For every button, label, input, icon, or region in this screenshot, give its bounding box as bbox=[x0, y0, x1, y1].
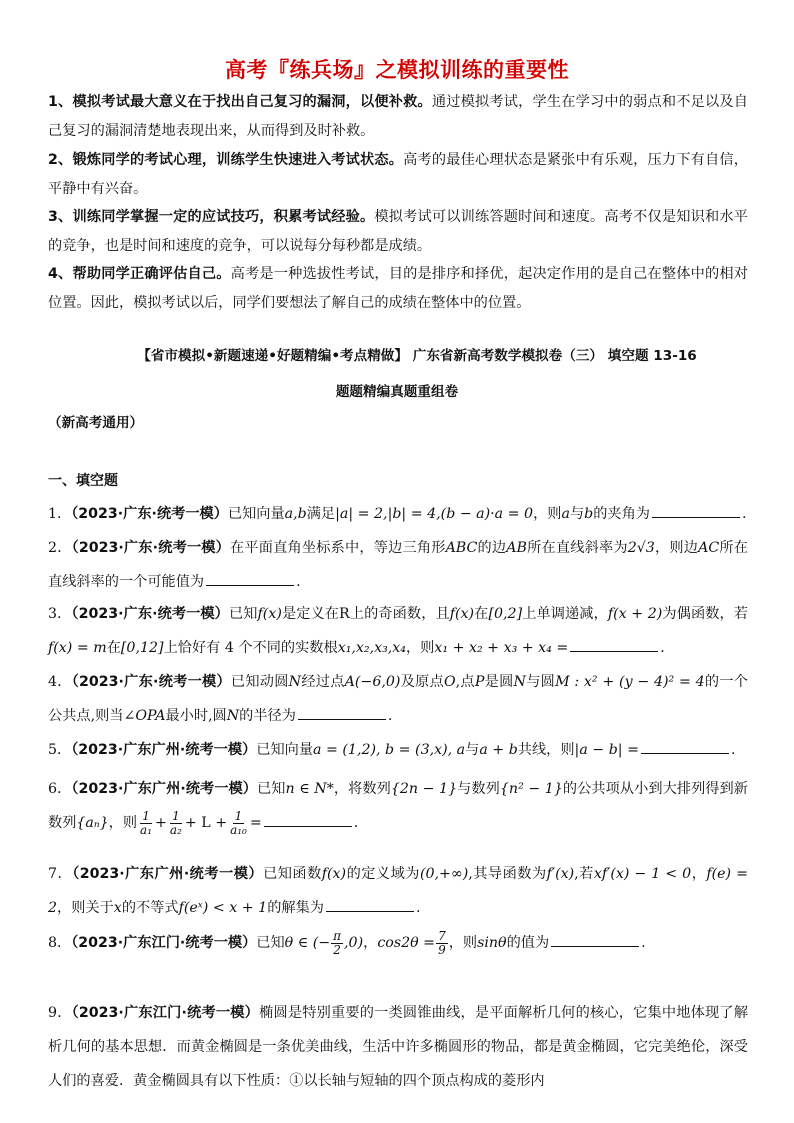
question-text: 在 bbox=[106, 640, 121, 656]
math-expr: x bbox=[113, 900, 122, 916]
question-text: ，则关于 bbox=[57, 900, 114, 916]
question-number: 7． bbox=[48, 866, 73, 882]
intro-item-4 bbox=[48, 260, 748, 318]
intro-item-2-heading: 2、锻炼同学的考试心理，训练学生快速进入考试状态。 bbox=[48, 152, 404, 168]
intro-item-4-heading: 4、帮助同学正确评估自己。 bbox=[48, 266, 231, 282]
question-8: 8．（2023·广东江门·统考一模）已知θ ∈ (− $\frac{\pi}{2}$ ,0)，cos2θ = $\frac{7}{9}$ ，则sinθ的值为 . bbox=[48, 928, 646, 957]
question-text: 的半径为 bbox=[239, 708, 296, 724]
question-source: （2023·广东·统考一模） bbox=[71, 674, 231, 690]
question-text: 的一个公共点,则当 bbox=[48, 674, 748, 724]
math-expr: P bbox=[474, 674, 485, 690]
answer-blank[interactable] bbox=[551, 932, 639, 947]
question-source: （2023·广东广州·统考一模） bbox=[72, 866, 264, 882]
question-text: 上单调递减， bbox=[522, 606, 608, 622]
question-text: 在平面直角坐标系中，等边三角形 bbox=[230, 540, 446, 556]
question-text: ，则边 bbox=[654, 540, 699, 556]
question-5: 5．（2023·广东广州·统考一模）已知向量a = (1,2), b = (3,x), a与a + b共线，则|a − b| = . bbox=[48, 733, 748, 767]
question-number: 8． bbox=[48, 935, 72, 951]
question-number: 1． bbox=[48, 506, 72, 522]
math-expr: a = (1,2), b = (3,x), a bbox=[313, 742, 466, 758]
fraction-denominator: 9 bbox=[438, 942, 446, 957]
question-text: 与数列 bbox=[457, 781, 500, 797]
fraction-numerator: π bbox=[333, 928, 342, 943]
question-text: 与 bbox=[569, 506, 585, 522]
question-7: 7．（2023·广东广州·统考一模）已知函数f(x)的定义域为(0,+∞),其导函数为f′(x),若xf′(x) − 1 < 0，f(e) = 2，则关于x的不等式f(eˣ) < x + 1的解集为 . bbox=[48, 866, 748, 916]
question-text: 的定义域为 bbox=[346, 866, 420, 882]
question-text: 椭圆是特别重要的一类圆锥曲线，是平面解析几何的核心，它集中地体现了解析几何的基本思想．而黄金椭圆是一条优美曲线，生活中许多椭圆形的物品，都是黄金椭圆，它完美绝伦，深受人们的喜爱．黄金椭圆具有以下性质：①以长轴与短轴的四个顶点构成的菱形内 bbox=[48, 1005, 749, 1089]
question-source: （2023·广东广州·统考一模） bbox=[71, 742, 257, 758]
question-text: ， bbox=[363, 935, 378, 951]
question-source: （2023·广东广州·统考一模） bbox=[71, 781, 258, 797]
question-text: 的解集为 bbox=[267, 900, 324, 916]
question-text: 已知 bbox=[256, 935, 285, 951]
question-number: 4． bbox=[48, 674, 72, 690]
question-text: 的边 bbox=[477, 540, 507, 556]
math-expr: a,b bbox=[284, 506, 307, 522]
fraction-denominator: a₁ bbox=[140, 822, 153, 837]
question-number: 6． bbox=[48, 781, 72, 797]
question-text: 的夹角为 bbox=[593, 506, 650, 522]
question-2: 2．（2023·广东·统考一模）在平面直角坐标系中，等边三角形ABC的边AB所在直线斜率为2√3，则边AC所在直线斜率的一个可能值为 . bbox=[48, 540, 748, 590]
question-text: 共线，则 bbox=[517, 742, 575, 758]
math-operator: + bbox=[155, 815, 167, 831]
math-expr: N bbox=[513, 674, 526, 690]
math-operator: + L + bbox=[184, 815, 228, 831]
question-text: 已知 bbox=[257, 781, 286, 797]
math-expr: b bbox=[584, 506, 594, 522]
exam-banner-line-2: 题题精编真题重组卷 bbox=[335, 384, 459, 400]
question-text: 所在直线斜率为 bbox=[526, 540, 628, 556]
math-expr: f(e) = 2 bbox=[48, 866, 748, 916]
math-expr: xf′(x) − 1 < 0 bbox=[593, 866, 692, 882]
question-text: 在 bbox=[474, 606, 489, 622]
question-text: 的公共项从小到大排列得到新数列 bbox=[48, 781, 748, 831]
question-source: （2023·广东·统考一模） bbox=[71, 606, 229, 622]
math-expr: f(x + 2) bbox=[607, 606, 663, 622]
math-expr: f′(x) bbox=[546, 866, 575, 882]
question-9 bbox=[48, 996, 748, 1098]
math-expr: 2√3 bbox=[627, 540, 655, 556]
question-text: 的值为 bbox=[506, 935, 550, 951]
fraction-denominator: a₂ bbox=[169, 822, 182, 837]
intro-item-4-text: 高考是一种选拔性考试，目的是排序和择优，起决定作用的是自己在整体中的相对位置。因此，模拟考试以后，同学们要想法了解自己的成绩在整体中的位置。 bbox=[48, 266, 748, 311]
question-number: 9． bbox=[48, 1005, 72, 1021]
question-text: 已知向量 bbox=[227, 506, 285, 522]
question-text: ， bbox=[691, 866, 707, 882]
answer-blank[interactable] bbox=[652, 503, 740, 518]
math-expr: ABC bbox=[445, 540, 478, 556]
question-text: 满足 bbox=[306, 506, 336, 522]
math-expr: AC bbox=[698, 540, 720, 556]
exam-banner-line-1: 【省市模拟•新题速递•好题精编•考点精做】 广东省新高考数学模拟卷（三） 填空题 13-16 bbox=[137, 348, 697, 364]
question-source: （2023·广东江门·统考一模） bbox=[71, 1005, 260, 1021]
question-text: ，将数列 bbox=[333, 781, 391, 797]
intro-item-1-text: 通过模拟考试，学生在学习中的弱点和不足以及自己复习的漏洞清楚地表现出来，从而得到及时补救。 bbox=[48, 94, 748, 139]
math-expr: f(x) = m bbox=[48, 640, 107, 656]
math-expr: M : x² + (y − 4)² = 4 bbox=[555, 674, 705, 690]
fraction bbox=[228, 810, 249, 837]
math-expr: {n² − 1} bbox=[499, 781, 563, 797]
answer-blank[interactable] bbox=[570, 637, 658, 652]
fraction-denominator: 2 bbox=[333, 942, 341, 957]
math-expr: ∠OPA bbox=[123, 708, 166, 724]
fraction-denominator: a₁₀ bbox=[230, 822, 247, 837]
math-expr: N bbox=[288, 674, 302, 690]
math-expr: cos2θ = bbox=[377, 935, 436, 951]
intro-item-3-heading: 3、训练同学掌握一定的应试技巧，积累考试经验。 bbox=[48, 209, 375, 225]
fraction-numerator: 1 bbox=[142, 808, 150, 823]
intro-item-2 bbox=[48, 146, 748, 204]
question-text: 与 bbox=[465, 742, 480, 758]
fraction-numerator: 7 bbox=[438, 928, 446, 943]
math-expr: a + b bbox=[479, 742, 518, 758]
math-expr: [0,2] bbox=[488, 606, 523, 622]
intro-item-2-text: 高考的最佳心理状态是紧张中有乐观，压力下有自信，平静中有兴奋。 bbox=[48, 152, 748, 197]
math-operator: = bbox=[249, 815, 262, 831]
question-text: ，则 bbox=[448, 935, 478, 951]
question-text: ,点 bbox=[455, 674, 475, 690]
fraction bbox=[331, 930, 343, 957]
fraction-numerator: 1 bbox=[172, 808, 180, 823]
math-expr: AB bbox=[506, 540, 527, 556]
question-text: ，则 bbox=[108, 815, 138, 831]
section-heading: 一、填空题 bbox=[48, 473, 118, 489]
question-text: 与圆 bbox=[525, 674, 556, 690]
math-expr: ,0) bbox=[344, 935, 364, 951]
question-text: 的不等式 bbox=[121, 900, 179, 916]
math-expr: O bbox=[444, 674, 456, 690]
fraction-numerator: 1 bbox=[234, 808, 243, 823]
math-expr: {aₙ} bbox=[76, 815, 109, 831]
math-expr: θ ∈ (− bbox=[284, 935, 331, 951]
question-4: 4．（2023·广东·统考一模）已知动圆N经过点A(−6,0)及原点O,点P是圆N与圆M : x² + (y − 4)² = 4的一个公共点,则当∠OPA最小时,圆N的半径为 . bbox=[48, 674, 748, 724]
math-expr: N bbox=[226, 708, 240, 724]
question-text: 是定义在R上的奇函数，且 bbox=[281, 606, 450, 622]
question-text: 及原点 bbox=[400, 674, 445, 690]
intro-item-1-heading: 1、模拟考试最大意义在于找出自己复习的漏洞，以便补救。 bbox=[48, 94, 432, 110]
math-expr: x₁ + x₂ + x₃ + x₄ = bbox=[434, 640, 569, 656]
intro-item-3-text: 模拟考试可以训练答题时间和速度。高考不仅是知识和水平的竞争，也是时间和速度的竞争，可以说每分每秒都是成绩。 bbox=[48, 209, 748, 254]
question-source: （2023·广东·统考一模） bbox=[71, 506, 228, 522]
math-expr: x₁,x₂,x₃,x₄ bbox=[337, 640, 406, 656]
page-title: 高考『练兵场』之模拟训练的重要性 bbox=[225, 58, 569, 82]
question-text: ，则 bbox=[533, 506, 562, 522]
math-expr: |a − b| = bbox=[574, 742, 639, 758]
question-3: 3．（2023·广东·统考一模）已知f(x)是定义在R上的奇函数，且f(x)在[0,2]上单调递减，f(x + 2)为偶函数，若f(x) = m在[0,12]上恰好有 4 个不同的实数根x₁,x₂,x₃,x₄，则x₁ + x₂ + x₃ + x₄ = . bbox=[48, 606, 748, 656]
question-text: 已知函数 bbox=[263, 866, 322, 882]
question-text: 已知 bbox=[228, 606, 258, 622]
question-1: 1．（2023·广东·统考一模）已知向量a,b满足|a| = 2,|b| = 4,(b − a)·a = 0，则a与b的夹角为 . bbox=[48, 497, 748, 531]
question-source: （2023·广东江门·统考一模） bbox=[71, 935, 257, 951]
intro-item-3 bbox=[48, 203, 748, 261]
answer-blank[interactable] bbox=[206, 571, 294, 586]
math-expr: f(eˣ) < x + 1 bbox=[178, 900, 268, 916]
answer-blank[interactable] bbox=[641, 739, 729, 754]
math-expr: {2n − 1} bbox=[390, 781, 458, 797]
question-number: 3． bbox=[48, 606, 72, 622]
question-text: ，则 bbox=[405, 640, 435, 656]
question-source: （2023·广东·统考一模） bbox=[71, 540, 231, 556]
question-text: 经过点 bbox=[301, 674, 345, 690]
question-text: ,其导函数为 bbox=[468, 866, 547, 882]
answer-blank[interactable] bbox=[264, 812, 352, 827]
math-expr: |a| = 2,|b| = 4,(b − a)·a = 0 bbox=[335, 506, 534, 522]
question-6: 6．（2023·广东广州·统考一模）已知n ∈ N*，将数列{2n − 1}与数列{n² − 1}的公共项从小到大排列得到新数列{aₙ}，则 $\frac{1}{\text{a₁}}$ + $\frac{1}{\text{a₂}}$ + L + $\frac{1}{\text{a₁₀}}$ = . bbox=[48, 781, 748, 837]
math-expr: f(x) bbox=[257, 606, 282, 622]
fraction bbox=[436, 930, 448, 957]
exam-subtag: （新高考通用） bbox=[48, 415, 144, 431]
question-text: 已知向量 bbox=[256, 742, 314, 758]
question-number: 2． bbox=[48, 540, 72, 556]
question-text: 已知动圆 bbox=[230, 674, 289, 690]
math-expr: [0,12] bbox=[120, 640, 164, 656]
math-expr: a bbox=[561, 506, 570, 522]
math-expr: n ∈ N* bbox=[285, 781, 334, 797]
math-expr: sinθ bbox=[477, 935, 507, 951]
math-expr: (0,+∞) bbox=[419, 866, 469, 882]
answer-blank[interactable] bbox=[326, 897, 414, 912]
question-text: 是圆 bbox=[484, 674, 514, 690]
question-number: 5． bbox=[48, 742, 72, 758]
math-expr: f(x) bbox=[321, 866, 347, 882]
math-expr: f(x) bbox=[449, 606, 475, 622]
fraction bbox=[168, 810, 184, 837]
answer-blank[interactable] bbox=[298, 705, 386, 720]
question-text: 为偶函数，若 bbox=[662, 606, 748, 622]
question-text: 最小时,圆 bbox=[165, 708, 227, 724]
math-expr: A(−6,0) bbox=[344, 674, 401, 690]
fraction bbox=[138, 810, 154, 837]
intro-item-1 bbox=[48, 88, 748, 146]
question-text: 上恰好有 4 个不同的实数根 bbox=[163, 640, 338, 656]
question-text: 所在直线斜率的一个可能值为 bbox=[48, 540, 748, 590]
question-text: ,若 bbox=[574, 866, 594, 882]
